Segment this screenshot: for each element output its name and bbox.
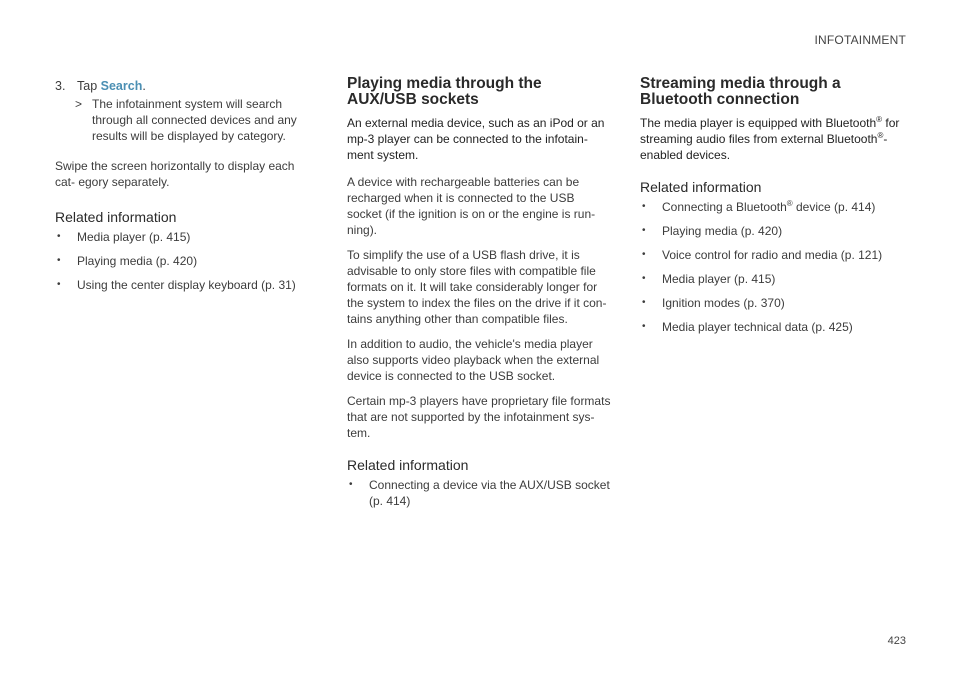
registered-mark: ®	[786, 199, 793, 208]
column-aux-usb	[347, 75, 612, 517]
related-link-connect-bluetooth[interactable]: • Connecting a Bluetooth® device (p. 414)	[642, 199, 876, 214]
related-list	[55, 229, 317, 293]
aux-usb-intro: An external media device, such as an iPod or an mp-3 player can be connected to the infotain- ment system.	[347, 116, 605, 162]
bullet-icon: •	[642, 297, 646, 308]
related-link-media-player[interactable]: • Media player (p. 415)	[642, 272, 776, 286]
mp3-formats-paragraph: Certain mp-3 players have proprietary file formats that are not supported by the infotainment sys- tem.	[347, 394, 611, 440]
related-link-playing-media[interactable]: • Playing media (p. 420)	[57, 254, 198, 268]
result-marker: >	[75, 97, 83, 111]
step-3	[55, 78, 317, 94]
step-result-text: The infotainment system will search through all connected devices and any results will be displayed by category.	[92, 97, 297, 143]
column-search-step	[55, 78, 317, 301]
section-header: INFOTAINMENT	[814, 33, 906, 47]
bullet-icon: •	[642, 249, 646, 260]
recharge-paragraph: A device with rechargeable batteries can be recharged when it is connected to the USB socket (if the ignition is on or the engine is run- ning).	[347, 175, 596, 237]
step-number: 3.	[55, 79, 66, 93]
related-information-heading: Related information	[55, 209, 177, 225]
bullet-icon: •	[642, 273, 646, 284]
related-list	[347, 477, 612, 509]
bullet-icon: •	[57, 279, 61, 290]
related-link-playing-media[interactable]: • Playing media (p. 420)	[642, 224, 783, 238]
related-information-heading: Related information	[640, 179, 762, 195]
step-result	[55, 96, 317, 144]
video-playback-paragraph: In addition to audio, the vehicle's media player also supports video playback when the external device is connected to the USB socket.	[347, 337, 600, 383]
related-link-media-player[interactable]: • Media player (p. 415)	[57, 230, 191, 244]
related-list	[640, 199, 902, 335]
bullet-icon: •	[57, 255, 61, 266]
related-link-voice-control[interactable]: • Voice control for radio and media (p. 121)	[642, 248, 883, 262]
usb-flash-paragraph: To simplify the use of a USB flash drive, it is advisable to only store files with compatible file formats on it. It will take considerably longer for the system to index the files on the drive if it con- tains anything other than compatible files.	[347, 248, 607, 326]
related-link-keyboard[interactable]: • Using the center display keyboard (p. 31)	[57, 278, 296, 292]
related-link-aux-usb[interactable]: • Connecting a device via the AUX/USB socket (p. 414)	[349, 478, 610, 508]
bluetooth-title: Streaming media through a Bluetooth connection	[640, 75, 841, 108]
aux-usb-title: Playing media through the AUX/USB sockets	[347, 75, 542, 108]
related-link-technical-data[interactable]: • Media player technical data (p. 425)	[642, 320, 853, 334]
registered-mark: ®	[877, 131, 884, 140]
bullet-icon: •	[642, 201, 646, 212]
swipe-paragraph: Swipe the screen horizontally to display each cat- egory separately.	[55, 159, 295, 189]
page-number: 423	[887, 635, 906, 647]
column-bluetooth	[640, 75, 902, 343]
step-action-end: .	[142, 79, 146, 93]
bluetooth-intro: The media player is equipped with Bluetooth® for streaming audio files from external Bluetooth®-enabled devices.	[640, 115, 900, 162]
related-link-ignition-modes[interactable]: • Ignition modes (p. 370)	[642, 296, 785, 310]
search-keyword: Search	[100, 79, 143, 93]
bullet-icon: •	[642, 321, 646, 332]
related-information-heading: Related information	[347, 457, 469, 473]
bullet-icon: •	[57, 231, 61, 242]
bullet-icon: •	[349, 479, 353, 490]
step-action-text: Tap	[77, 79, 101, 93]
registered-mark: ®	[876, 115, 883, 124]
bullet-icon: •	[642, 225, 646, 236]
